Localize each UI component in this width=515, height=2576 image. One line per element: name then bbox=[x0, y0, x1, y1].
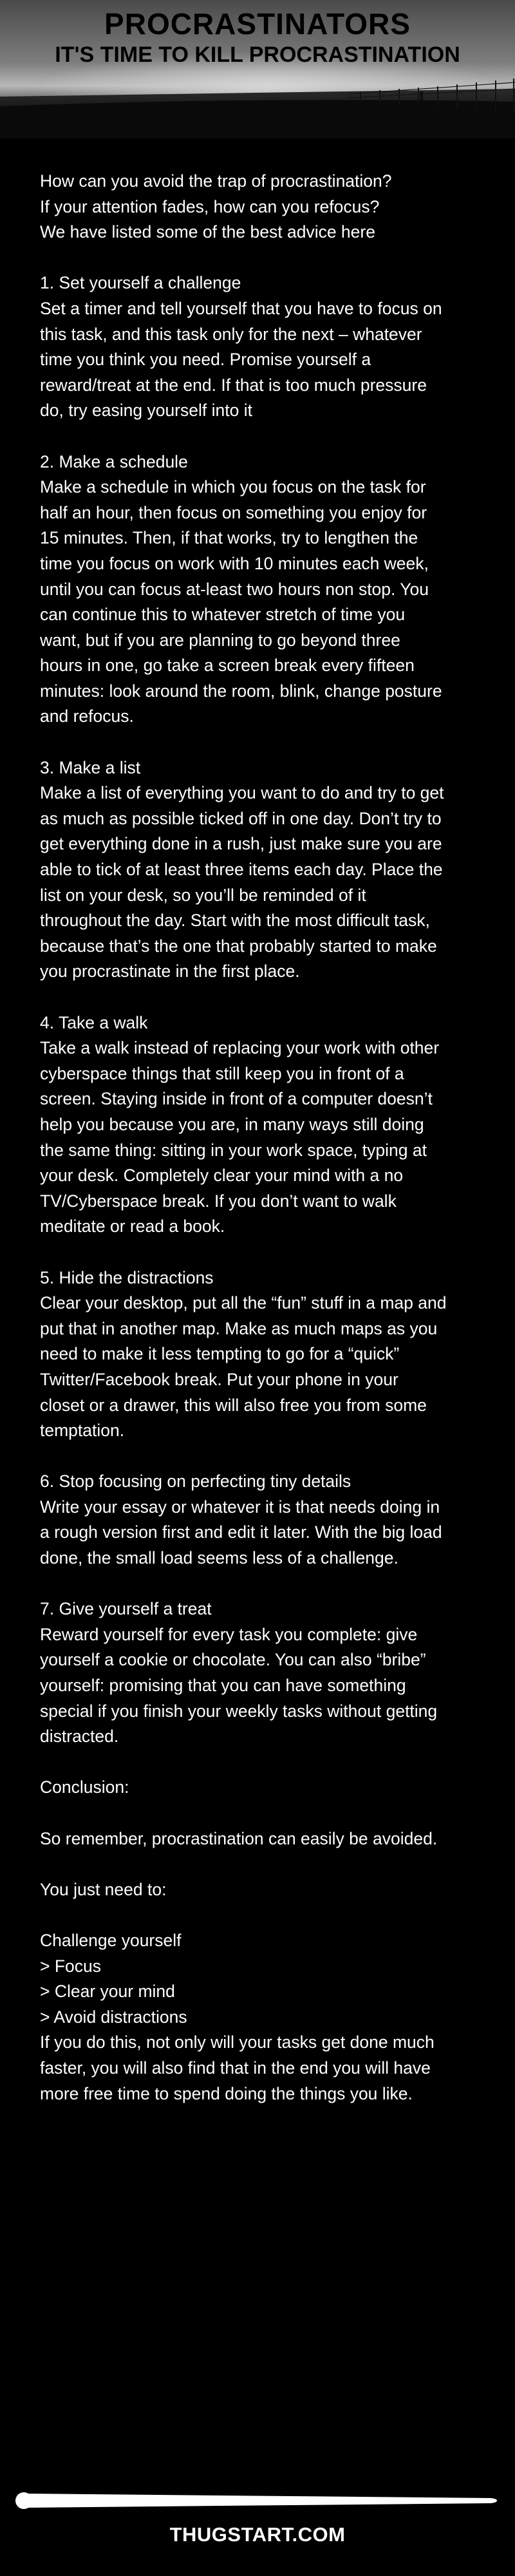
tip-text-line: can continue this to whatever stretch of time you bbox=[40, 605, 406, 625]
intro-line: We have listed some of the best advice here bbox=[40, 222, 375, 242]
tip-text-line: time you focus on work with 10 minutes each week, bbox=[40, 553, 429, 573]
tip-text-line: Write your essay or whatever it is that needs doing in bbox=[40, 1497, 440, 1517]
tip-text-line: reward/treat at the end. If that is too much pressure bbox=[40, 375, 427, 395]
tip-text-line: special if you finish your weekly tasks without getting bbox=[40, 1701, 438, 1721]
tip-heading: 4. Take a walk bbox=[40, 1012, 148, 1032]
conclusion-remember-line: So remember, procrastination can easily be avoided. bbox=[40, 1828, 438, 1848]
tip-heading: 3. Make a list bbox=[40, 757, 141, 777]
tip-3 bbox=[40, 755, 484, 985]
tip-text-line: throughout the day. Start with the most difficult task, bbox=[40, 911, 430, 931]
tip-heading: 2. Make a schedule bbox=[40, 451, 188, 471]
tip-text-line: as much as possible ticked off in one day. Don’t try to bbox=[40, 808, 442, 828]
conclusion-closing-line: If you do this, not only will your tasks get done much bbox=[40, 2032, 435, 2052]
tip-text-line: your desk. Completely clear your mind with a no bbox=[40, 1166, 404, 1186]
tip-heading: 6. Stop focusing on perfecting tiny details bbox=[40, 1472, 351, 1492]
tip-text-line: because that’s the one that probably started to make bbox=[40, 936, 437, 956]
tip-text-line: you procrastinate in the first place. bbox=[40, 961, 300, 981]
tip-text-line: distracted. bbox=[40, 1727, 119, 1747]
conclusion-need bbox=[40, 1877, 484, 1903]
tip-text-line: minutes: look around the room, blink, change posture bbox=[40, 681, 442, 701]
tip-text-line: closet or a drawer, this will also free you from some bbox=[40, 1395, 427, 1415]
tip-text-line: this task, and this task only for the next – whatever bbox=[40, 324, 422, 344]
tip-heading: 7. Give yourself a treat bbox=[40, 1599, 212, 1619]
tip-text-line: Twitter/Facebook break. Put your phone in your bbox=[40, 1369, 398, 1389]
tip-text-line: list on your desk, so you’ll be reminded of it bbox=[40, 885, 366, 905]
tip-6 bbox=[40, 1469, 484, 1571]
conclusion-step: > Avoid distractions bbox=[40, 2007, 187, 2027]
tip-heading: 1. Set yourself a challenge bbox=[40, 273, 241, 293]
tip-text-line: a rough version first and edit it later. With the big load bbox=[40, 1522, 442, 1542]
tip-text-line: yourself a cookie or chocolate. You can also “bribe” bbox=[40, 1650, 426, 1670]
footer-divider-bar bbox=[14, 2491, 501, 2510]
tip-text-line: temptation. bbox=[40, 1421, 125, 1441]
page-title: PROCRASTINATORS bbox=[104, 7, 411, 41]
tip-text-line: TV/Cyberspace break. If you don’t want to walk bbox=[40, 1191, 397, 1211]
tip-text-line: yourself: promising that you can have something bbox=[40, 1676, 406, 1696]
tip-text-line: do, try easing yourself into it bbox=[40, 401, 252, 421]
tip-text-line: help you because you are, in many ways still doing bbox=[40, 1114, 424, 1134]
tip-text-line: Make a schedule in which you focus on the task for bbox=[40, 477, 426, 497]
intro bbox=[40, 169, 484, 245]
footer-website-link[interactable]: THUGSTART.COM bbox=[169, 2523, 346, 2546]
header-banner bbox=[0, 0, 515, 138]
conclusion-closing-line: more free time to spend doing the things you like. bbox=[40, 2083, 413, 2103]
tip-text-line: and refocus. bbox=[40, 706, 134, 726]
conclusion-step: > Focus bbox=[40, 1956, 102, 1976]
tip-text-line: Take a walk instead of replacing your work with other bbox=[40, 1038, 440, 1058]
conclusion-heading: Conclusion: bbox=[40, 1777, 129, 1797]
tip-text-line: Set a timer and tell yourself that you have to focus on bbox=[40, 298, 442, 318]
tip-text-line: want, but if you are planning to go beyond three bbox=[40, 630, 400, 650]
tip-text-line: until you can focus at-least two hours non stop. You bbox=[40, 579, 429, 599]
page-subtitle: IT'S TIME TO KILL PROCRASTINATION bbox=[55, 43, 460, 67]
tip-text-line: done, the small load seems less of a challenge. bbox=[40, 1548, 398, 1568]
tip-text-line: Reward yourself for every task you complete: give bbox=[40, 1624, 418, 1644]
tip-text-line: 15 minutes. Then, if that works, try to lengthen the bbox=[40, 528, 418, 548]
tip-7 bbox=[40, 1596, 484, 1750]
conclusion-remember bbox=[40, 1826, 484, 1852]
conclusion-steps bbox=[40, 1928, 484, 2107]
tip-text-line: able to tick of at least three items each day. Place the bbox=[40, 860, 443, 880]
tip-text-line: Make a list of everything you want to do and try to get bbox=[40, 783, 444, 803]
conclusion-step: Challenge yourself bbox=[40, 1930, 182, 1950]
tip-text-line: need to make it less tempting to go for a “quick” bbox=[40, 1344, 400, 1364]
tip-4 bbox=[40, 1010, 484, 1240]
tip-2 bbox=[40, 450, 484, 730]
article-body bbox=[40, 169, 484, 2107]
tip-text-line: get everything done in a rush, just make sure you are bbox=[40, 834, 442, 854]
tip-text-line: half an hour, then focus on something you enjoy for bbox=[40, 502, 427, 522]
tip-text-line: time you think you need. Promise yourself a bbox=[40, 350, 371, 370]
conclusion-need-line: You just need to: bbox=[40, 1879, 167, 1899]
conclusion-step: > Clear your mind bbox=[40, 1982, 175, 2002]
conclusion bbox=[40, 1775, 484, 1801]
tip-text-line: the same thing: sitting in your work space, typing at bbox=[40, 1140, 427, 1160]
tip-text-line: put that in another map. Make as much maps as you bbox=[40, 1318, 438, 1338]
tip-heading: 5. Hide the distractions bbox=[40, 1267, 214, 1287]
tip-text-line: meditate or read a book. bbox=[40, 1217, 225, 1236]
intro-line: If your attention fades, how can you refocus? bbox=[40, 196, 380, 216]
tip-1 bbox=[40, 270, 484, 424]
tip-text-line: screen. Staying inside in front of a computer doesn’t bbox=[40, 1089, 433, 1109]
conclusion-closing-line: faster, you will also find that in the end you will have bbox=[40, 2058, 431, 2078]
tip-text-line: Clear your desktop, put all the “fun” stuff in a map and bbox=[40, 1293, 447, 1313]
tip-text-line: cyberspace things that still keep you in front of a bbox=[40, 1063, 404, 1083]
intro-line: How can you avoid the trap of procrastination? bbox=[40, 171, 392, 191]
tip-text-line: hours in one, go take a screen break every fifteen bbox=[40, 656, 415, 676]
tip-5 bbox=[40, 1265, 484, 1444]
